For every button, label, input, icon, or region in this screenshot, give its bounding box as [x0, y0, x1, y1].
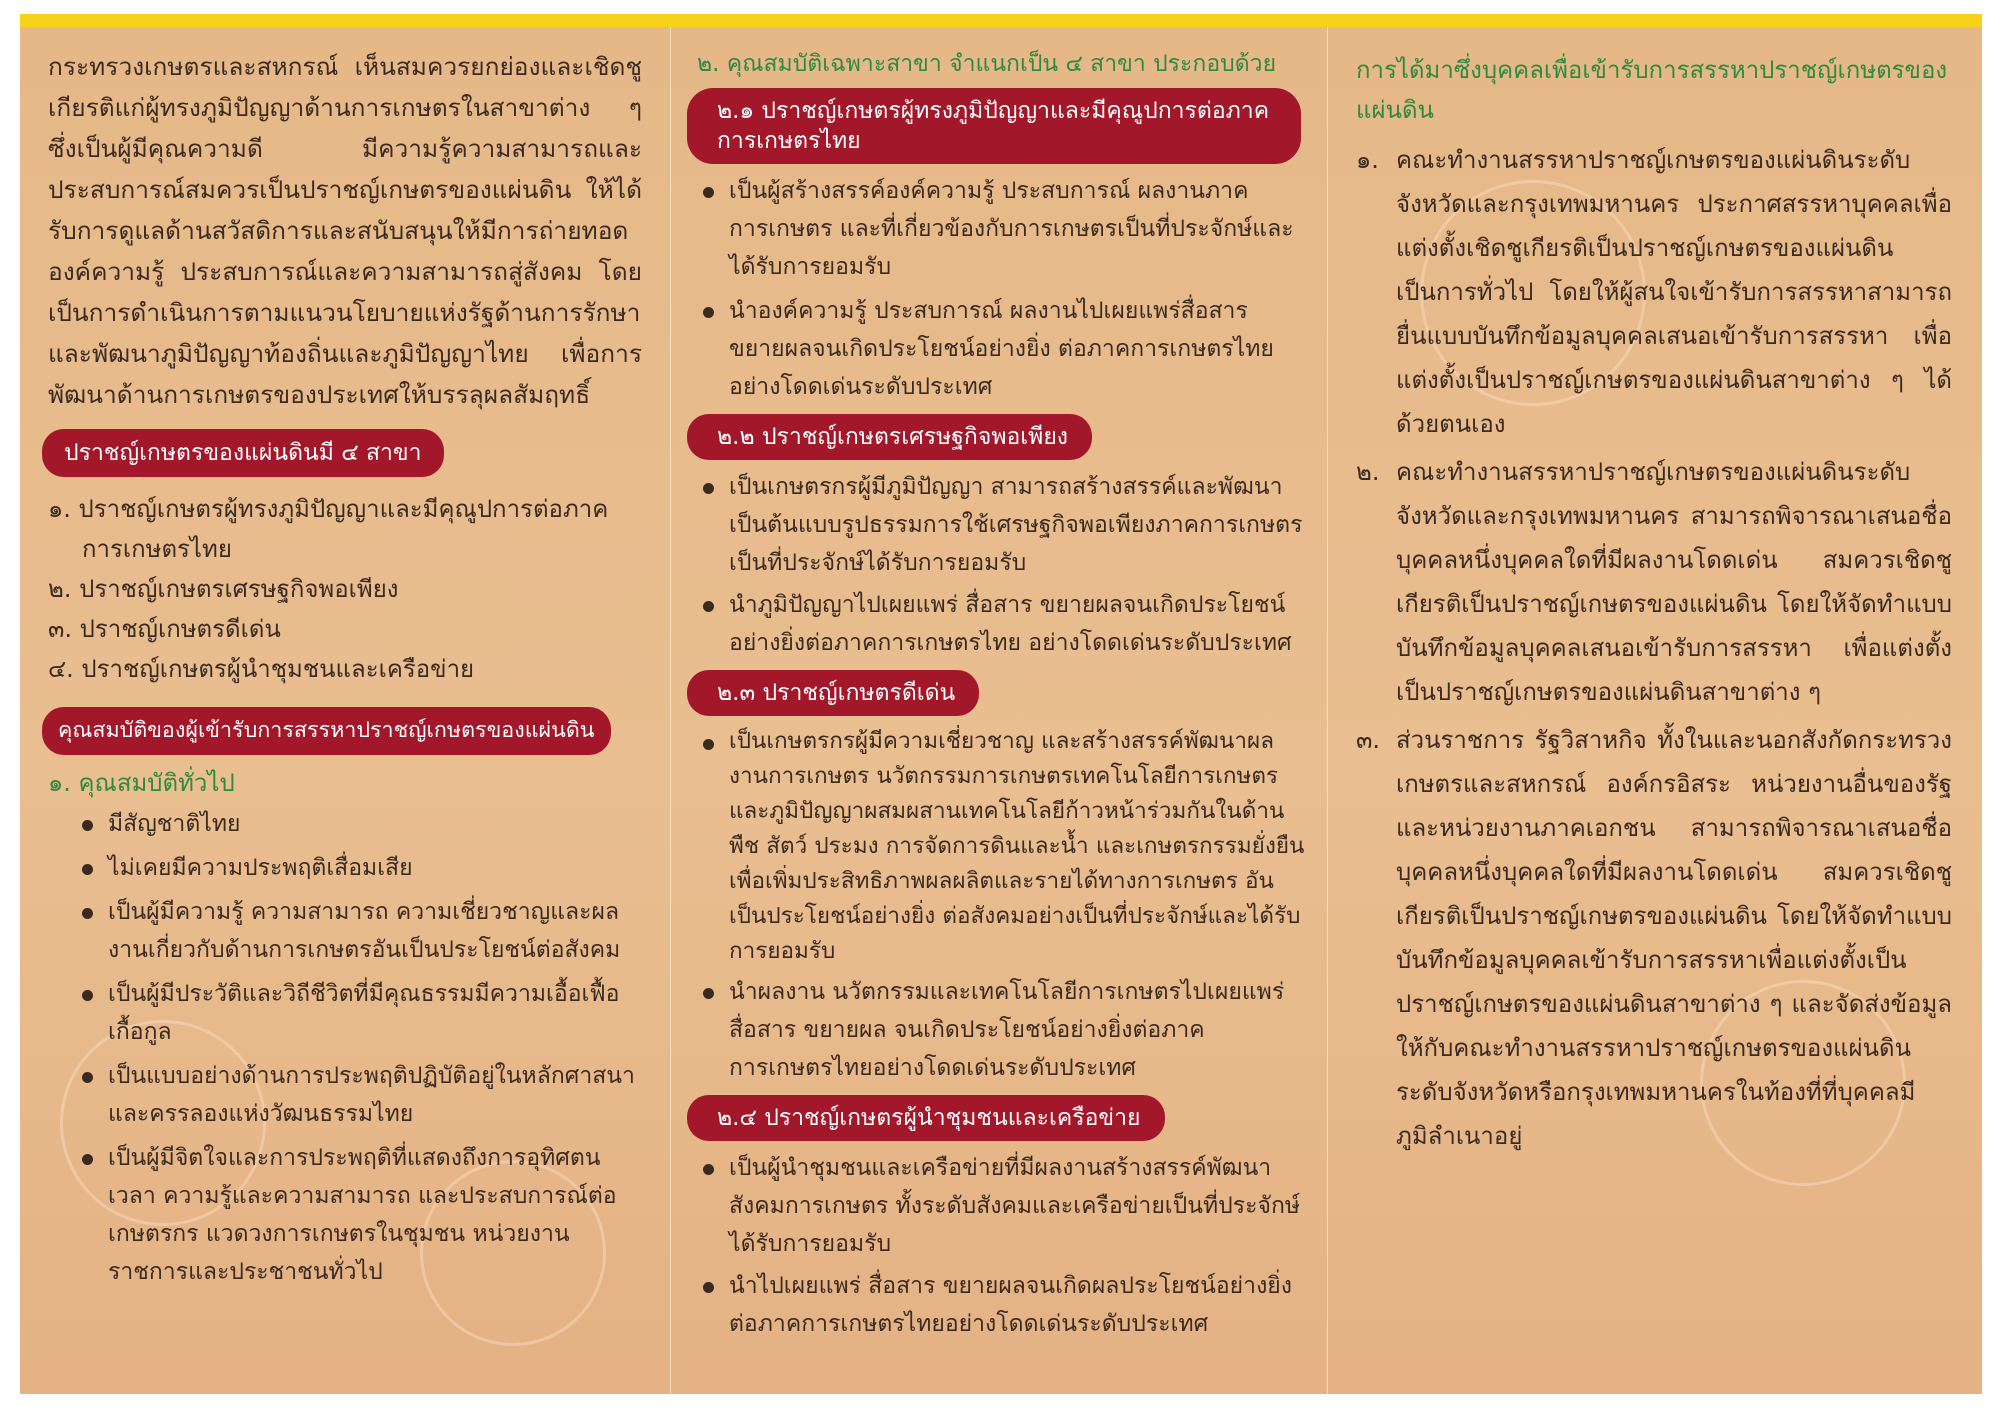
bullet-icon: [703, 483, 714, 494]
bullet-icon: [703, 1282, 714, 1293]
general-qualifications-heading: ๑. คุณสมบัติทั่วไป: [48, 769, 235, 797]
section-2-2-list: [697, 468, 1305, 662]
intro-paragraph: กระทรวงเกษตรและสหกรณ์ เห็นสมควรยกย่องและเชิดชูเกียรติแก่ผู้ทรงภูมิปัญญาด้านการเกษตรในสาขาต่าง ๆ ซึ่งเป็นผู้มีคุณความดี มีความรู้ความสามารถและประสบการณ์สมควรเป็นปราชญ์เกษตรของแผ่นดิน ให้ได้รับการดูแลด้านสวัสดิการและสนับสนุนให้มีการถ่ายทอดองค์ความรู้ ประสบการณ์และความสามารถสู่สังคม โดยเป็นการดำเนินการตามแนวนโยบายแห่งรัฐด้านการรักษาและพัฒนาภูมิปัญญาท้องถิ่นและภูมิปัญญาไทย เพื่อการพัฒนาด้านการเกษตรของประเทศให้บรรลุผลสัมฤทธิ์: [48, 52, 642, 409]
right-column: [1328, 32, 1982, 1414]
recruitment-item: ๒. คณะทำงานสรรหาปราชญ์เกษตรของแผ่นดินระดับจังหวัดและกรุงเทพมหานคร สามารถพิจารณาเสนอชื่อบุคคลหนึ่งบุคคลใดที่มีผลงานโดดเด่น สมควรเชิดชูเกียรติเป็นปราชญ์เกษตรของแผ่นดิน โดยให้จัดทำแบบบันทึกข้อมูลบุคคลเสนอเข้ารับการสรรหา เพื่อแต่งตั้งเป็นปราชญ์เกษตรของแผ่นดินสาขาต่าง ๆ: [1356, 458, 1952, 706]
list-item: นำองค์ความรู้ ประสบการณ์ ผลงานไปเผยแพร่สื่อสาร ขยายผลจนเกิดประโยชน์อย่างยิ่ง ต่อภาคการเกษตรไทยอย่างโดดเด่นระดับประเทศ: [697, 292, 1305, 406]
recruitment-item: ๓. ส่วนราชการ รัฐวิสาหกิจ ทั้งในและนอกสังกัดกระทรวงเกษตรและสหกรณ์ องค์กรอิสระ หน่วยงานอื่นของรัฐ และหน่วยงานภาคเอกชน สามารถพิจารณาเสนอชื่อบุคคลหนึ่งบุคคลใดที่มีผลงานโดดเด่น สมควรเชิดชูเกียรติเป็นปราชญ์เกษตรของแผ่นดิน โดยให้จัดทำแบบบันทึกข้อมูลบุคคลเข้ารับการสรรหาเพื่อแต่งตั้งเป็นปราชญ์เกษตรของแผ่นดินสาขาต่าง ๆ และจัดส่งข้อมูลให้กับคณะทำงานสรรหาปราชญ์เกษตรของแผ่นดินระดับจังหวัดหรือกรุงเทพมหานครในท้องที่ที่บุคคลมีภูมิลำเนาอยู่: [1356, 726, 1952, 1150]
bullet-icon: [703, 1164, 714, 1175]
bullet-icon: [82, 820, 93, 831]
list-item: นำไปเผยแพร่ สื่อสาร ขยายผลจนเกิดผลประโยชน์อย่างยิ่งต่อภาคการเกษตรไทยอย่างโดดเด่นระดับประเทศ: [697, 1267, 1305, 1343]
recruitment-item: ๑. คณะทำงานสรรหาปราชญ์เกษตรของแผ่นดินระดับจังหวัดและกรุงเทพมหานคร ประกาศสรรหาบุคคลเพื่อแต่งตั้งเชิดชูเกียรติเป็นปราชญ์เกษตรของแผ่นดินเป็นการทั่วไป โดยให้ผู้สนใจเข้ารับการสรรหาสามารถยื่นแบบบันทึกข้อมูลบุคคลเสนอเข้ารับการสรรหา เพื่อแต่งตั้งเป็นปราชญ์เกษตรของแผ่นดินสาขาต่าง ๆ ได้ด้วยตนเอง: [1356, 146, 1952, 438]
recruitment-heading: การได้มาซึ่งบุคคลเพื่อเข้ารับการสรรหาปราชญ์เกษตรของแผ่นดิน: [1356, 56, 1948, 124]
list-item: เป็นผู้มีความรู้ ความสามารถ ความเชี่ยวชาญและผลงานเกี่ยวกับด้านการเกษตรอันเป็นประโยชน์ต่อสังคม: [76, 893, 642, 969]
section-2-3-heading: ๒.๓ ปราชญ์เกษตรดีเด่น: [687, 670, 979, 716]
middle-column: [671, 32, 1327, 1414]
bullet-icon: [703, 601, 714, 612]
specific-qualifications-heading: ๒. คุณสมบัติเฉพาะสาขา จำแนกเป็น ๔ สาขา ประกอบด้วย: [697, 51, 1277, 77]
bullet-icon: [703, 739, 714, 750]
list-item: ๑. ปราชญ์เกษตรผู้ทรงภูมิปัญญาและมีคุณูปการต่อภาคการเกษตรไทย: [48, 495, 609, 563]
bullet-icon: [82, 908, 93, 919]
qualifications-heading: คุณสมบัติของผู้เข้ารับการสรรหาปราชญ์เกษตรของแผ่นดิน: [42, 707, 611, 755]
section-2-3-list: [697, 724, 1305, 1087]
list-item: เป็นแบบอย่างด้านการประพฤติปฏิบัติอยู่ในหลักศาสนาและครรลองแห่งวัฒนธรรมไทย: [76, 1057, 642, 1133]
section-2-4-list: [697, 1149, 1305, 1343]
bullet-icon: [82, 864, 93, 875]
list-item: ๒. ปราชญ์เกษตรเศรษฐกิจพอเพียง: [48, 575, 399, 603]
branches-list: [48, 489, 642, 689]
list-item: ๓. ปราชญ์เกษตรดีเด่น: [48, 615, 281, 643]
section-2-4-heading: ๒.๔ ปราชญ์เกษตรผู้นำชุมชนและเครือข่าย: [687, 1095, 1165, 1141]
bullet-icon: [703, 988, 714, 999]
list-item: มีสัญชาติไทย: [76, 805, 642, 843]
section-2-1-heading: ๒.๑ ปราชญ์เกษตรผู้ทรงภูมิปัญญาและมีคุณูปการต่อภาคการเกษตรไทย: [687, 88, 1301, 164]
left-column: [20, 32, 670, 1414]
section-2-2-heading: ๒.๒ ปราชญ์เกษตรเศรษฐกิจพอเพียง: [687, 414, 1092, 460]
list-item: เป็นผู้สร้างสรรค์องค์ความรู้ ประสบการณ์ ผลงานภาคการเกษตร และที่เกี่ยวข้องกับการเกษตรเป็นที่ประจักษ์และได้รับการยอมรับ: [697, 172, 1305, 286]
list-item: เป็นผู้นำชุมชนและเครือข่ายที่มีผลงานสร้างสรรค์พัฒนาสังคมการเกษตร ทั้งระดับสังคมและเครือข่ายเป็นที่ประจักษ์ได้รับการยอมรับ: [697, 1149, 1305, 1263]
list-item: เป็นผู้มีจิตใจและการประพฤติที่แสดงถึงการอุทิศตนเวลา ความรู้และความสามารถ และประสบการณ์ต่อเกษตรกร แวดวงการเกษตรในชุมชน หน่วยงานราชการและประชาชนทั่วไป: [76, 1139, 642, 1291]
branches-heading: ปราชญ์เกษตรของแผ่นดินมี ๔ สาขา: [42, 429, 444, 477]
bullet-icon: [82, 990, 93, 1001]
list-item: เป็นผู้มีประวัติและวิถีชีวิตที่มีคุณธรรมมีความเอื้อเฟื้อเกื้อกูล: [76, 975, 642, 1051]
bullet-icon: [82, 1072, 93, 1083]
top-yellow-bar: [20, 14, 1982, 27]
general-qualifications-list: [76, 805, 642, 1291]
list-item: นำภูมิปัญญาไปเผยแพร่ สื่อสาร ขยายผลจนเกิดประโยชน์อย่างยิ่งต่อภาคการเกษตรไทย อย่างโดดเด่นระดับประเทศ: [697, 586, 1305, 662]
list-item: เป็นเกษตรกรผู้มีภูมิปัญญา สามารถสร้างสรรค์และพัฒนาเป็นต้นแบบรูปธรรมการใช้เศรษฐกิจพอเพียงภาคการเกษตร เป็นที่ประจักษ์ได้รับการยอมรับ: [697, 468, 1305, 582]
list-item: ๔. ปราชญ์เกษตรผู้นำชุมชนและเครือข่าย: [48, 655, 475, 683]
list-item: นำผลงาน นวัตกรรมและเทคโนโลยีการเกษตรไปเผยแพร่ สื่อสาร ขยายผล จนเกิดประโยชน์อย่างยิ่งต่อภาคการเกษตรไทยอย่างโดดเด่นระดับประเทศ: [697, 973, 1305, 1087]
list-item: เป็นเกษตรกรผู้มีความเชี่ยวชาญ และสร้างสรรค์พัฒนาผลงานการเกษตร นวัตกรรมการเกษตรเทคโนโลยีการเกษตร และภูมิปัญญาผสมผสานเทคโนโลยีก้าวหน้าร่วมกันในด้านพืช สัตว์ ประมง การจัดการดินและน้ำ และเกษตรกรรมยั่งยืน เพื่อเพิ่มประสิทธิภาพผลผลิตและรายได้ทางการเกษตร อันเป็นประโยชน์อย่างยิ่ง ต่อสังคมอย่างเป็นที่ประจักษ์และได้รับการยอมรับ: [697, 724, 1305, 969]
list-item: ไม่เคยมีความประพฤติเสื่อมเสีย: [76, 849, 642, 887]
bullet-icon: [82, 1154, 93, 1165]
bullet-icon: [703, 187, 714, 198]
section-2-1-list: [697, 172, 1305, 406]
bullet-icon: [703, 307, 714, 318]
